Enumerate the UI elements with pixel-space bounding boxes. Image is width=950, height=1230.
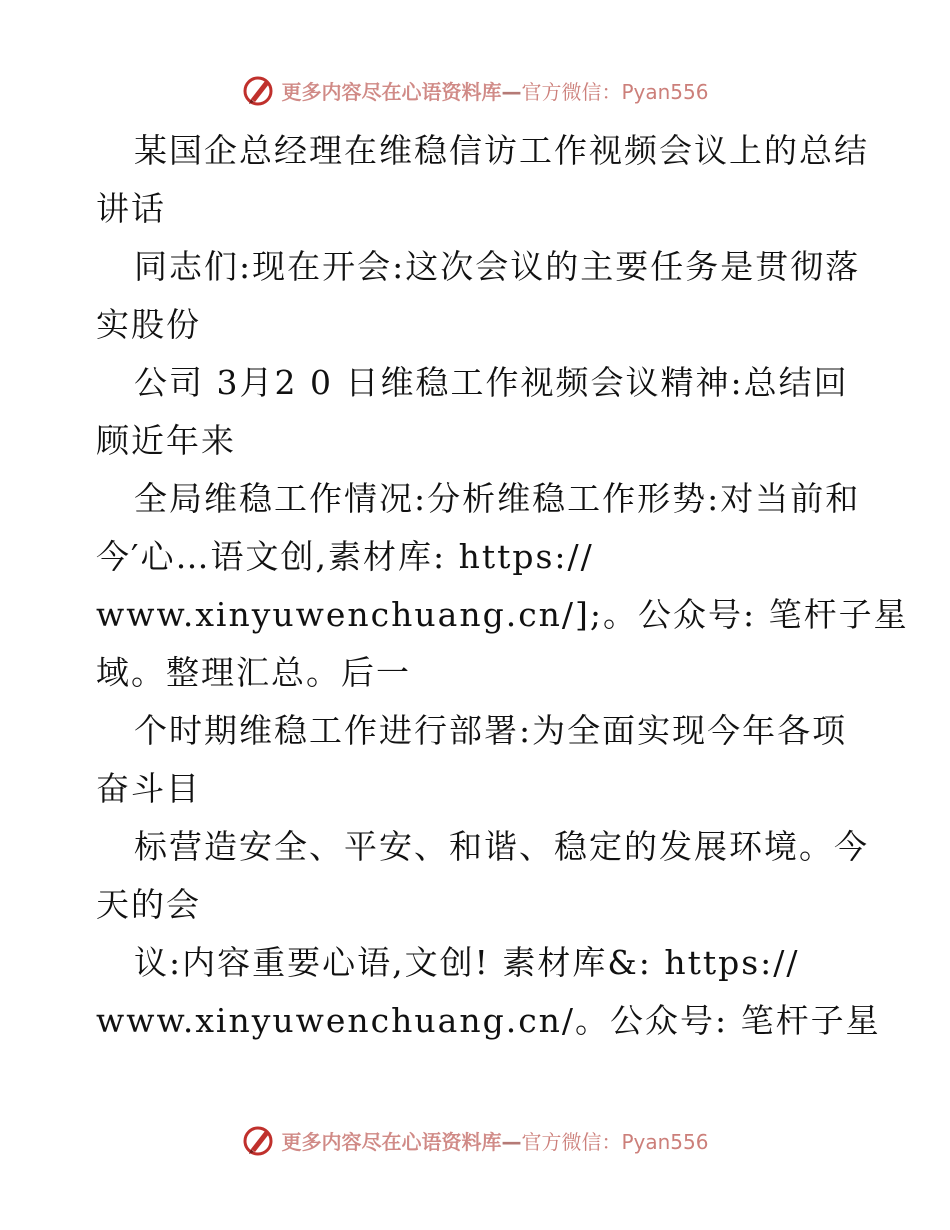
text-line: www.xinyuwenchuang.cn/];。公众号: 笔杆子星: [96, 595, 909, 634]
banner-dash: —: [501, 79, 522, 104]
text-line: 标营造安全、平安、和谐、稳定的发展环境。今: [134, 827, 869, 866]
text-line: www.xinyuwenchuang.cn/。公众号: 笔杆子星: [96, 1001, 881, 1040]
banner-wechat: 官方微信：Pyan556: [521, 79, 709, 104]
text-line: 讲话: [96, 189, 166, 228]
header-banner: [0, 68, 950, 112]
document-body: [96, 122, 909, 1050]
text-line: 奋斗目: [96, 769, 201, 808]
footer-banner: [0, 1118, 950, 1162]
banner-wechat: 官方微信：Pyan556: [521, 1129, 709, 1154]
text-line: 域。整理汇总。后一: [96, 653, 411, 692]
pen-logo-icon: [241, 1123, 275, 1157]
banner-dash: —: [501, 1129, 522, 1154]
text-line: 天的会: [96, 885, 201, 924]
text-line: 实股份: [96, 305, 201, 344]
text-line: 议:内容重要心语,文创! 素材库&: https://: [134, 943, 800, 982]
text-line: 公司 3月2 0 日维稳工作视频会议精神:总结回: [134, 363, 849, 402]
pen-logo-icon: [241, 73, 275, 107]
text-line: 同志们:现在开会:这次会议的主要任务是贯彻落: [134, 247, 861, 286]
banner-text: 更多内容尽在心语资料库: [281, 79, 502, 104]
text-line: 顾近年来: [96, 421, 236, 460]
text-line: 全局维稳工作情况:分析维稳工作形势:对当前和: [134, 479, 861, 518]
text-line: 某国企总经理在维稳信访工作视频会议上的总结: [134, 131, 869, 170]
banner-text: 更多内容尽在心语资料库: [281, 1129, 502, 1154]
text-line: 今′心…语文创,素材库: https://: [96, 537, 594, 576]
text-line: 个时期维稳工作进行部署:为全面实现今年各项: [134, 711, 848, 750]
